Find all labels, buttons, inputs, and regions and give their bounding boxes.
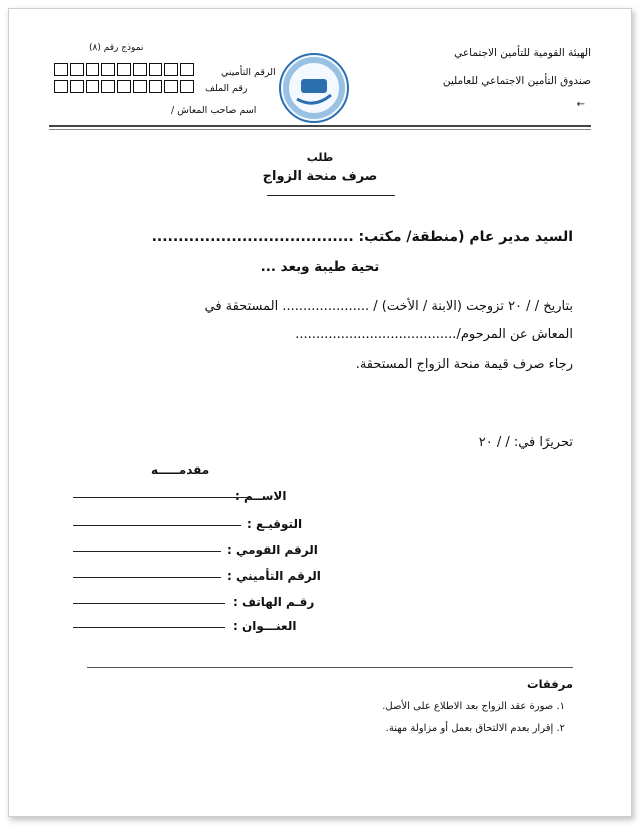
org-name: الهيئة القومية للتأمين الاجتماعي: [454, 47, 591, 59]
field-insurance-number-label: الرقم التأميني :: [227, 569, 321, 583]
title-underline: [267, 195, 395, 196]
header-divider: [49, 125, 591, 127]
field-address-label: العنـــوان :: [233, 619, 297, 633]
field-phone-line[interactable]: [73, 603, 225, 604]
field-insurance-number-line[interactable]: [73, 577, 221, 578]
header-divider-thin: [49, 129, 591, 130]
attachment-item: ٢. إقرار بعدم الالتحاق بعمل أو مزاولة مهنة.: [385, 723, 565, 734]
field-address-line[interactable]: [73, 627, 225, 628]
field-name-line[interactable]: [73, 497, 251, 498]
field-name-label: الاســم :: [235, 489, 287, 503]
form-page: [8, 8, 632, 817]
arrow-icon: ←: [576, 99, 585, 110]
field-national-id-label: الرقم القومي :: [227, 543, 318, 557]
field-phone-label: رقـم الهاتف :: [233, 595, 315, 609]
attachment-item: ١. صورة عقد الزواج بعد الاطلاع على الأصل.: [382, 701, 565, 712]
number-boxes: [54, 63, 194, 97]
form-title: صرف منحة الزواج: [262, 169, 378, 184]
file-number-boxes[interactable]: [54, 80, 194, 93]
pensioner-name-label: اسم صاحب المعاش /: [171, 105, 257, 116]
organization-logo: [279, 53, 349, 123]
date-line: تحريرًا في: / / ٢٠: [478, 435, 573, 450]
form-number: نموذج رقم (٨): [89, 43, 144, 53]
body-line-2: المعاش عن المرحوم/.......................................: [295, 327, 573, 342]
body-line-3: رجاء صرف قيمة منحة الزواج المستحقة.: [355, 357, 573, 372]
attachments-heading: مرفقات: [527, 677, 573, 691]
field-signature-label: التوقيـع :: [247, 517, 303, 531]
form-title-request: طلب: [306, 151, 334, 164]
greeting: تحية طيبة وبعد ...: [260, 259, 380, 275]
applicant-heading: مقدمـــــه: [151, 463, 210, 477]
file-number-label: رقم الملف: [205, 83, 248, 94]
field-national-id-line[interactable]: [73, 551, 221, 552]
addressee: السيد مدير عام (منطقة/ مكتب: ......................................: [151, 229, 573, 245]
insurance-number-label: الرقم التأميني: [221, 67, 276, 78]
body-line-1: بتاريخ / / ٢٠ تزوجت (الابنة / الأخت) / ..................... المستحقة في: [204, 299, 573, 314]
insurance-number-boxes[interactable]: [54, 63, 194, 76]
field-signature-line[interactable]: [73, 525, 241, 526]
fund-name: صندوق التأمين الاجتماعي للعاملين: [442, 75, 591, 87]
attachments-divider: [87, 667, 573, 668]
